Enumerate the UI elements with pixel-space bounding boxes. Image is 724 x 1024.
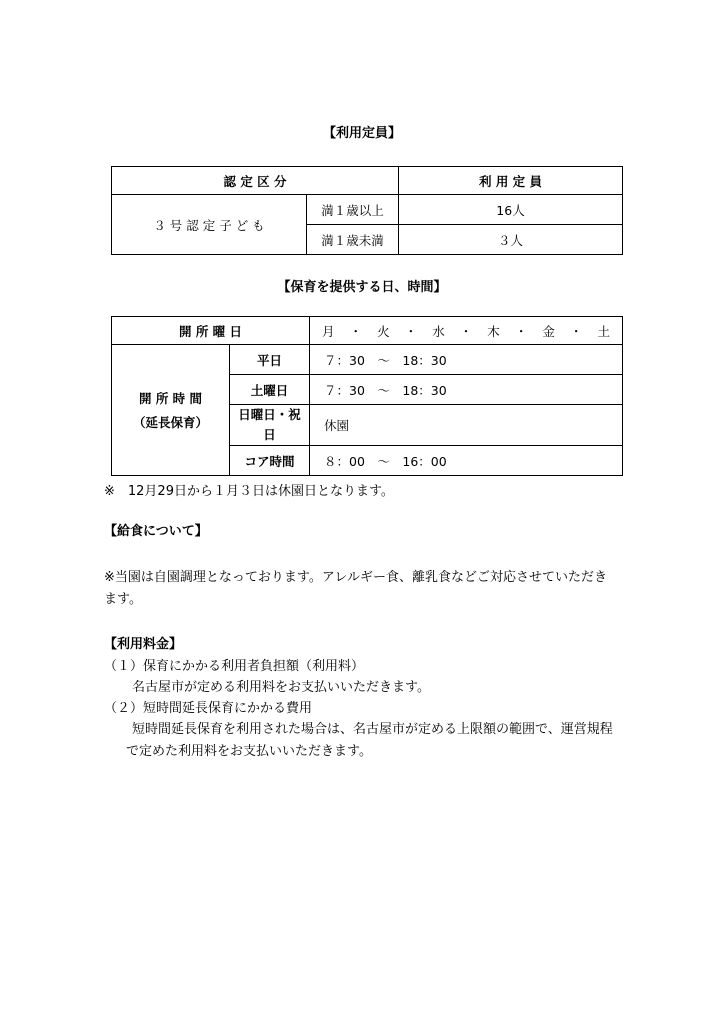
capacity-table — [111, 166, 623, 255]
capacity-category: ３ 号 認 定 子 ど も — [112, 195, 307, 255]
capacity-count-1: 16人 — [399, 195, 623, 225]
fees-item2: （２）短時間延長保育にかかる費用 — [104, 701, 313, 716]
day-fri: 金 — [542, 323, 555, 339]
hours-time-saturday: ７：30 ～ 18：30 — [310, 375, 623, 405]
hours-day-weekday: 平日 — [230, 345, 310, 375]
day-tue: 火 — [377, 323, 390, 339]
capacity-header-category: 認 定 区 分 — [112, 167, 399, 195]
hours-time-weekday: ７：30 ～ 18：30 — [310, 345, 623, 375]
hours-table — [111, 316, 623, 476]
hours-title: 【保育を提供する日、時間】 — [277, 280, 447, 295]
day-sep-1: ・ — [349, 323, 363, 339]
fees-item1-detail: 名古屋市が定める利用料をお支払いいただきます。 — [132, 680, 430, 695]
fees-item1: （１）保育にかかる利用者負担額（利用料） — [104, 659, 365, 674]
day-thu: 木 — [487, 323, 500, 339]
capacity-title: 【利用定員】 — [322, 126, 401, 141]
fees-item2-detail2: で定めた利用料をお支払いいただきます。 — [126, 744, 372, 759]
day-mon: 月 — [322, 323, 335, 339]
hours-day-core: コア時間 — [230, 446, 310, 476]
capacity-age-1: 満１歳以上 — [307, 195, 399, 225]
day-sep-4: ・ — [514, 323, 528, 339]
day-sat: 土 — [597, 323, 610, 339]
hours-day-saturday: 土曜日 — [230, 375, 310, 405]
open-days-cell — [310, 317, 623, 345]
hours-day-sunday-line2: 日 — [263, 427, 276, 442]
open-days-label: 開 所 曜 日 — [112, 317, 310, 345]
open-hours-label-line2: （延長保育） — [132, 415, 208, 430]
open-hours-label-line1: 開 所 時 間 — [138, 391, 203, 406]
open-hours-label — [112, 345, 230, 476]
capacity-header-capacity: 利 用 定 員 — [399, 167, 623, 195]
day-wed: 水 — [432, 323, 445, 339]
meals-line2: ます。 — [104, 592, 142, 607]
hours-day-sunday-line1: 日曜日・祝 — [238, 407, 301, 422]
day-sep-2: ・ — [404, 323, 418, 339]
fees-item2-detail1: 短時間延長保育を利用された場合は、名古屋市が定める上限額の範囲で、運営規程 — [132, 722, 613, 737]
day-sep-3: ・ — [459, 323, 473, 339]
hours-time-core: ８：00 ～ 16：00 — [310, 446, 623, 476]
hours-time-sunday: 休園 — [310, 405, 623, 446]
capacity-age-2: 満１歳未満 — [307, 225, 399, 255]
open-days-list — [310, 322, 622, 340]
fees-title: 【利用料金】 — [104, 637, 183, 652]
hours-note: ※ 12月29日から１月３日は休園日となります。 — [104, 484, 394, 499]
hours-day-sunday — [230, 405, 310, 446]
meals-line1: ※当園は自園調理となっております。アレルギー食、離乳食などご対応させていただき — [104, 570, 608, 585]
capacity-count-2: ３人 — [399, 225, 623, 255]
meals-title: 【給食について】 — [104, 524, 208, 539]
day-sep-5: ・ — [569, 323, 583, 339]
